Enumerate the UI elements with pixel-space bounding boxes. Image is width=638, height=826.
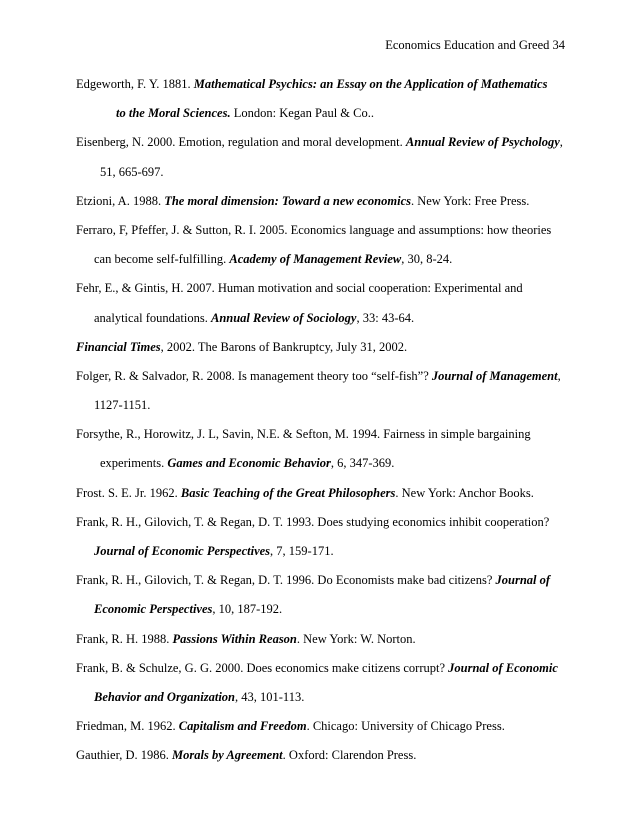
reference-entry: Fehr, E., & Gintis, H. 2007. Human motivation and social cooperation: Experimental and — [76, 281, 523, 296]
reference-entry: Eisenberg, N. 2000. Emotion, regulation and moral development. Annual Review of Psychology, — [76, 135, 563, 150]
reference-entry: Folger, R. & Salvador, R. 2008. Is management theory too “self-fish”? Journal of Management, — [76, 368, 561, 383]
reference-entry: Frank, B. & Schulze, G. G. 2000. Does economics make citizens corrupt? Journal of Economic — [76, 660, 558, 675]
reference-list: Edgeworth, F. Y. 1881. Mathematical Psychics: an Essay on the Application of Mathematics to the Moral Sciences. London: Kegan Paul & Co.. Eisenberg, N. 2000. Emotion, regulation and moral development. Annual Review of Psychology, 51, 665-697. Etzioni, A. 1988. The moral dimension: Toward a new economics. New York: Free Press. Ferraro, F, Pfeffer, J. & Sutton, R. I. 2005. Economics language and assumptions: how theories can become self-fulfilling. Academy of Management Review, 30, 8-24. Fehr, E., & Gintis, H. 2007. Human motivation and social cooperation: Experimental and analytical foundations. Annual Review of Sociology, 33: 43-64. Financial Times, 2002. The Barons of Bankruptcy, July 31, 2002. Folger, R. & Salvador, R. 2008. Is management theory too “self-fish”? Journal of Management, 1127-1151. Forsythe, R., Horowitz, J. L, Savin, N.E. & Sefton, M. 1994. Fairness in simple bargaining experiments. Games and Economic Behavior, 6, 347-369. Frost. S. E. Jr. 1962. Basic Teaching of the Great Philosophers. New York: Anchor Books. Frank, R. H., Gilovich, T. & Regan, D. T. 1993. Does studying economics inhibit cooperation? Journal of Economic Perspectives, 7, 159-171. Frank, R. H., Gilovich, T. & Regan, D. T. 1996. Do Economists make bad citizens? Journal of Economic Perspectives, 10, 187-192. Frank, R. H. 1988. Passions Within Reason. New York: W. Norton. Frank, B. & Schulze, G. G. 2000. Does economics make citizens corrupt? Journal of Economic Behavior and Organization, 43, 101-113. Friedman, M. 1962. Capitalism and Freedom. Chicago: University of Chicago Press. Gauthier, D. 1986. Morals by Agreement. Oxford: Clarendon Press. — [76, 70, 576, 771]
running-head: Economics Education and Greed 34 — [385, 38, 565, 52]
reference-entry: Frost. S. E. Jr. 1962. Basic Teaching of the Great Philosophers. New York: Anchor Books. — [76, 485, 534, 500]
reference-entry: Friedman, M. 1962. Capitalism and Freedom. Chicago: University of Chicago Press. — [76, 719, 505, 734]
reference-entry: Etzioni, A. 1988. The moral dimension: Toward a new economics. New York: Free Press. — [76, 193, 530, 208]
reference-entry: Frank, R. H., Gilovich, T. & Regan, D. T. 1993. Does studying economics inhibit cooperation? — [76, 514, 550, 529]
reference-entry: Financial Times, 2002. The Barons of Bankruptcy, July 31, 2002. — [76, 339, 408, 354]
reference-entry: Ferraro, F, Pfeffer, J. & Sutton, R. I. 2005. Economics language and assumptions: how theories — [76, 222, 552, 237]
reference-entry: Forsythe, R., Horowitz, J. L, Savin, N.E. & Sefton, M. 1994. Fairness in simple bargaining — [76, 427, 531, 442]
reference-entry: Frank, R. H., Gilovich, T. & Regan, D. T. 1996. Do Economists make bad citizens? Journal of — [76, 573, 551, 588]
reference-entry: Gauthier, D. 1986. Morals by Agreement. Oxford: Clarendon Press. — [76, 748, 417, 763]
reference-entry: Edgeworth, F. Y. 1881. Mathematical Psychics: an Essay on the Application of Mathematics — [76, 77, 548, 91]
reference-entry: Frank, R. H. 1988. Passions Within Reason. New York: W. Norton. — [76, 631, 416, 646]
